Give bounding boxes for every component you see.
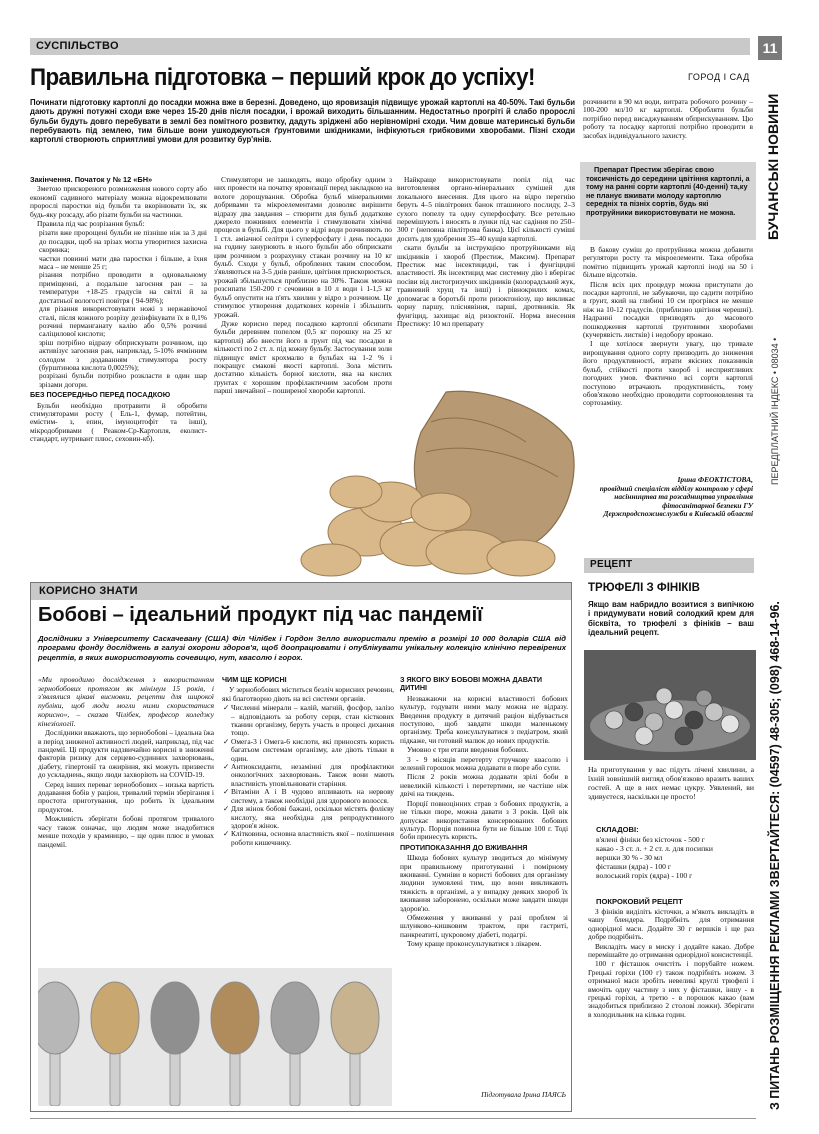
ingredient-item: фісташки (ядра) - 100 г (596, 861, 671, 871)
list-item: ✓ Численні мінерали – калій, магній, фосфор, залізо – відповідають за роботу серця, стан кісткових тканин організму, беруть участь в процесі дихання тощо. (231, 704, 394, 738)
steps-title: ПОКРОКОВИЙ РЕЦЕПТ (596, 897, 683, 906)
recipe-step: Викладіть масу в миску і додайте какао. Добре перемішайте до отримання однорідної консистенції. (588, 941, 754, 960)
paragraph: 3 - 9 місяців перетерту стручкову квасолю і зелений горошок можна додавати в пюре або супи. (400, 754, 568, 773)
article-column-1 (38, 676, 214, 966)
paragraph: Бульби необхідно протравити й обробити стимуляторами росту ( Ель-1, фумар, потейтин, емістим- з, епин, імуноцитофіт та інші), мікродобривами ( Реаком-Ср-Картопля, еколист-стандарт, нутривант плюс, сеховин-кб). (30, 400, 207, 444)
author-name: Ірина ФЕОКТІСТОВА, (677, 475, 753, 484)
author-signature: Підготувала Ірина ПАЯСЬ (481, 1090, 566, 1099)
paragraph: Правила під час розрізання бульб: (37, 219, 145, 229)
list-item: • для різання використовувати ножі з нержавіючої сталі, після кожного розрізу дезінфікувати їх в 0,1% розчині перманганату калію або 0,5% розчині саліцилової кислоти; (39, 305, 207, 339)
recipe-title: ТРЮФЕЛІ З ФІНІКІВ (588, 582, 700, 594)
page-bottom-rule (30, 1118, 756, 1119)
paragraph: Серед інших переваг зернобобових – низька вартість додавання бобів у раціон, тривалий термін зберігання і простота приготування, що робить їх ідеальним продуктом. (38, 779, 214, 814)
subheading: ЧИМ ЩЕ КОРИСНІ (222, 676, 287, 684)
article-column-4-top (583, 98, 753, 162)
section-label: КОРИСНО ЗНАТИ (39, 585, 138, 597)
recipe-step: З фініків виділіть кісточки, а м'якоть викладіть в чашу блендера. Подрібніть для отримання однорідної маси. Додайте 30 г вершків і ще раз добре подрібніть. (588, 908, 754, 942)
list-item: • розрізані бульби потрібно розкласти в один шар зрізами догори. (39, 372, 207, 389)
note-box (580, 162, 756, 240)
paragraph: Умовно є три етапи введення бобових. (407, 745, 529, 755)
paragraph: Обмеження у вживанні у разі проблем зі шлунково–кишковим трактом, при гастриті, панкреатиті, цукровому діабеті, подагрі. (400, 912, 568, 939)
paragraph: розчинити в 90 мл води, витрата робочого розчину –100-200 мл/10 кг картоплі. Обробляти бульби потрібно перед висаджуванням обприскуванням. Цю роботу та посадку картоплі потрібно проводити в засобах індивідуального захисту. (583, 98, 753, 140)
paragraph: Зметою прискореного розмноження нового сорту або економії садивного матеріалу можна відокремлювати пророслі паростки від бульби та вкорінювати їх, як будь-яку розсаду, або різати бульби на частинки. (30, 184, 207, 219)
subheading: З ЯКОГО ВІКУ БОБОВІ МОЖНА ДАВАТИ ДИТИНІ (400, 676, 543, 693)
subscription-index: ПЕРЕДПЛАТНИЙ ІНДЕКС • 08034 • (770, 337, 780, 485)
paragraph: Незважаючи на корисні властивості бобових культур, годувати ними малу можна не відразу. Введення продукту в дитячий раціон відбувається поступово, щоб завдати шкоди маленькому організму. Треба консультуватися з педіатром, який підкаже, чи готовий малюк до нових продуктів. (400, 693, 568, 745)
article-column-2 (222, 676, 394, 966)
pull-quote: «Ми проводимо дослідження з використанням зернобобових протягом як мінімум 15 років, і з'являлися цікаві висновки, рецепти для широкої публіки, щоб люди могли ними скористатися корисно», – сказав Чілібек, професор коледжу кінезіології. (38, 676, 214, 728)
paragraph: Дослідники вважають, що зернобобові – ідеальна їжа в період зниженої активності людей, наприклад, під час пандемії. Ці продукти надзвичайно корисні в зниженні факторів ризику для серцево-судинних захворювань, діабету, гіпертонії та ожиріння, які можуть призвести до ускладнень, якщо люди захворіють на COVID-19. (38, 728, 214, 780)
truffles-image (584, 650, 756, 760)
page-number: 11 (758, 36, 782, 60)
recipe-intro (588, 766, 754, 826)
paragraph: Дуже корисно перед посадкою картоплі обсипати бульби деревним попелом (0,5 кг порошку на 25 кг картоплі) або внести його в ґрунт під час посадки в кількості по 2 ст. л. під кожну бульбу. Застосування золи підвищує вміст крохмалю в бульбах на 1-2 % і покращує смакові якості картоплі. Зола містить достатню кількість борної кислоти, яка на кислих ґрунтах є хорошим профілактичним засобом проти парші звичайної – поширеної хвороби картоплі. (214, 318, 392, 396)
paragraph: В бакову суміш до протруйника можна добавити регулятори росту та мікроелементи. Така обробка помітно підвищить урожай картоплі іноді на 50 і більше відсотків. (583, 246, 753, 280)
list-item: • частки повинні мати два паростки і більше, а їхня маса – не менше 25 г; (39, 255, 207, 272)
section-header-recipe (584, 558, 754, 573)
list (30, 229, 207, 389)
ingredient-item: вершки 30 % - 30 мл (596, 852, 663, 862)
list-item: ✓ Омега-3 і Омега-6 кислоти, які приносять користь багатьом системам організму, але діють тільки в один. (231, 738, 394, 763)
article-lead: Починати підготовку картоплі до посадки можна вже в березні. Доведено, що яровизація підвищує урожай картоплі на 40-50%. Такі бульби дають дружні потужні сходи вже через 15-20 днів після посадки, і врожай виходить більшанним. Недостатньо прогріті й слабо пророслі бульби будуть довго перебувати в землі без помітного розвитку, дадуть зріджені або нерівномірні сходи. Чим довше материнські бульби перебувають під землею, тим більше вони ушкоджуються ґрунтовими шкідниками, інфікуються грибковими хворобами. Пізні сходи картоплі створюють сприятливі умови для розвитку бур'янів. (30, 98, 575, 145)
article-title: Бобові – ідеальний продукт під час пандемії (38, 604, 483, 626)
rubric-label: ГОРОД І САД (688, 72, 750, 82)
list-item: • зріш потрібно відразу обприскувати розчином, що активізує загоєння ран, наприклад, 5-10% ячмінним солодом з додаванням стимулятора росту (бурштинова кислота 0,0025%); (39, 339, 207, 373)
author-signature (583, 476, 753, 519)
ingredient-item: какао - 3 ст. л. + 2 ст. л. для посипки (596, 843, 713, 853)
paragraph: Стимулятори не зашкодять, якщо обробку одним з них провести на початку яровизації перед закладкою на вологе дорощування. Обробка бульб мінеральними добривами та мікроелементами дозволяє вирішити відразу два завдання – створити для бульб додаткове джерело поживних елементів і стимулювати хімічні процеси в бульбі. Для цього у відрі води розчиняють по 1 стл. аміачної селітри і суперфосфату і день посадки на годину занурюють в нього бульби або обприскати цим розчином з розрахунку стакан розчину на 10 кг бульб. Сходи у бульб, оброблених таким способом, з'являються на 3-5 днів раніше, цвітіння прискорюється, урожай збільшується приблизно на 30%. Також можна розсипати 150-200 г сечовини в 10 л води і 1-1,5 кг бульб опустити на п'ять хвилин у відро з розчином. Це стимулює утворення додаткових коренів і збільшить урожай. (214, 176, 392, 319)
article-lead: Дослідники з Університету Саскачевану (США) Філ Чілібек і Гордон Зелло використали премію в розмірі 10 000 доларів США від програми фонду досліджень в галузі охорони здоров'я, щоб доопрацювати і опублікувати унікальну колекцію клінічно перевірених рецептів, в яких використовують сочевицю, нут, квасолю і горох. (38, 634, 566, 662)
paragraph: Найкраще використовувати попіл під час виготовлення органо-мінеральних сумішей для локального внесення. Для цього на відро перегнію беруть 4–5 півлітрових банок пташиного послиду, 2–3 сухого попелу та одну суперфосфату. Все ретельно перемішують і вносять в лунки під час садіння по 250–300 г (неповна півлітрова банка). Цієї кількості суміші досить для удобрення 35–40 кущів картоплі. (397, 176, 575, 243)
recipe-lead: Якщо вам набридло возитися з випічкою і придумувати новий солодкий крем для бісквіта, то трюфелі з фініків – ваш ідеальний рецепт. (588, 600, 754, 638)
recipe-step: 100 г фісташок очистіть і порубайте ножем. Грецькі горіхи (100 г) також подрібніть ножем. З отриманої маси зробіть невеликі круглі трюфелі і вмочіть одну частину з них у фісташки, іншу - в грецькі горіхи, а третю - в порошок какао (вам знадобиться приблизно 2 столові ложки). Зберігати в холодильник на кілька годин. (588, 959, 754, 1019)
newspaper-name: БУЧАНСЬКІ НОВИНИ (765, 93, 781, 240)
paragraph: Після 2 років можна додавати зрілі боби в невеликій кількості і перетертими, не частіше ніж двічі на тиждень. (400, 772, 568, 799)
ads-contact: З ПИТАНЬ РОЗМІЩЕННЯ РЕКЛАМИ ЗВЕРТАЙТЕСЯ: (04597) 48-305; (098) 468-14-96. (768, 601, 782, 1110)
paragraph: На приготування у вас підуть лічені хвилини, а їхній зовнішній вигляд обов'язково вразить ваших гостей. А ще в них немає цукру. Уявлений, ви здивуєтеся, наскільки це просто! (588, 766, 754, 801)
section-header (30, 38, 750, 55)
article-column-4 (583, 246, 753, 474)
section-label: РЕЦЕПТ (590, 559, 633, 570)
ingredients-title: СКЛАДОВІ: (596, 825, 639, 834)
continued-note: Закінчення. Початок у № 12 «БН» (30, 176, 153, 184)
article-column-3 (400, 676, 568, 1088)
list-item: • різати вже пророщені бульби не пізніше ніж за 3 дні до посадки, щоб на зрізах могла утворитися захисна скоринка; (39, 229, 207, 254)
list-item: ✓ Для жінок бобові бажані, оскільки містять фолієву кислоту, яка необхідна для репродуктивного здоров'я жінок. (231, 805, 394, 830)
paragraph: І ще хотілося звернути увагу, що тривале вирощування одного сорту призводить до зниження його продуктивності, втрати якісних показників бульб, стійкості проти хвороб і несприятливих погодних умов. Фактично всі сорти картоплі поступово втрачають продуктивність, тому обов'язково необхідно проводити сортооновлення та сортозаміну. (583, 339, 753, 408)
subheading: БЕЗ ПОСЕРЕДНЬО ПЕРЕД ПОСАДКОЮ (30, 390, 171, 400)
article-column-1 (30, 176, 207, 576)
legumes-spoons-image (38, 968, 392, 1106)
ingredient-item: в'ялені фініки без кісточок - 500 г (596, 834, 705, 844)
section-header-useful (31, 583, 571, 600)
ingredient-item: волоський горіх (ядра) - 100 г (596, 870, 693, 880)
list (222, 704, 394, 847)
paragraph: скати бульби за інструкцією протруйниками від шкідників і хвороб (Престиж, Максим). Препарат Престиж має інсектицидні, так і фунгіцидні властивості. Як інсектицид має системну дію і вберігає посіви від листогризучих шкідників (колорадський жук, травневий хрущ та інші) і рівнокрилих комах, допомагає в боротьбі проти ризоктоніозу, що викликає чорну паршу, пліснявіння, парші, дротяників. Як фунгіцид, захищає від ризоктонії. Норма внесення Престижу: 10 мл препарату (397, 243, 575, 328)
article-column-3 (397, 176, 575, 394)
section-label: СУСПІЛЬСТВО (36, 40, 119, 52)
paragraph: Шкода бобових культур зводиться до мінімуму при правильному приготуванні і помірному вживанні. Сумніви в користі бобових для організму людини зумовлені тим, що вони викликають тяжкість в організмі, а у випадку деяких хвороб їх вживання заборонено, оскільки може завдати шкоди здоров'ю. (400, 853, 568, 913)
subheading: ПРОТИПОКАЗАННЯ ДО ВЖИВАННЯ (400, 842, 528, 852)
list-item: ✓ Клітковина, основна властивість якої – поліпшення роботи кишечнику. (231, 830, 394, 847)
list-item: ✓ Вітаміни А і В чудово впливають на нервову систему, а також необхідні для здорового волосся. (231, 788, 394, 805)
potato-sack-image (296, 382, 578, 578)
paragraph: Порції повноцінних страв з бобових продуктів, а не тільки пюре, можна давати з 3 років. Цей вік допускає використання консервованих бобових культур. Порція повинна бути не більше 100 г. Тоді боби принесуть користь. (400, 798, 568, 842)
paragraph: У зернобобових міститься безліч корисних речовин, які благотворно діють на всі системи органів. (222, 685, 394, 703)
paragraph: Можливість зберігати бобові протягом тривалого часу також означає, що людям може знадобитися менше походів у крамницю, – ще один плюс в умовах пандемії. (38, 814, 214, 849)
paragraph: Після всіх цих процедур можна приступати до посадки картоплі, не забуваючи, що садити потрібно в ґрунт, який на глибині 10 см прогрівся не менше ніж на 10-12 градусів. (приблизно цвітіння черешні). Надранні посадки призводять до масового пошкодження картоплі ґрунтовими хворобами (кучерявість листків) і недобору врожаю. (583, 279, 753, 340)
paragraph: Тому краще проконсультуватися з лікарем. (407, 939, 542, 949)
list-item: ✓ Антиоксиданти, незамінні для профілактики онкологічних захворювань. Також вони мають властивість уповільнювати старіння. (231, 763, 394, 788)
ingredients-block (596, 826, 756, 880)
list-item: • різання потрібно проводити в одновальному приміщенні, а подальше загоєння ран – за температури +18-25 градусів на світлі й за достатньої вологості повітря ( 94-98%); (39, 271, 207, 305)
article-title: Правильна підготовка – перший крок до успіху! (30, 64, 535, 91)
recipe-steps (588, 908, 754, 1108)
note-text: Препарат Престиж зберігає свою токсичність до середини цвітіння картоплі, а тому на ранні сорти картоплі (40-денні) та,ку не планує вживати молоду картоплю середніх та пізніх сортів, будь які протруйники використовувати не можна. (586, 165, 750, 217)
author-title: провідний спеціаліст відділу контролю у сфері насінництва та розсадництва управління фітосанітарної безпеки ГУ Держпродспоживслужби в Київській області (599, 483, 753, 519)
